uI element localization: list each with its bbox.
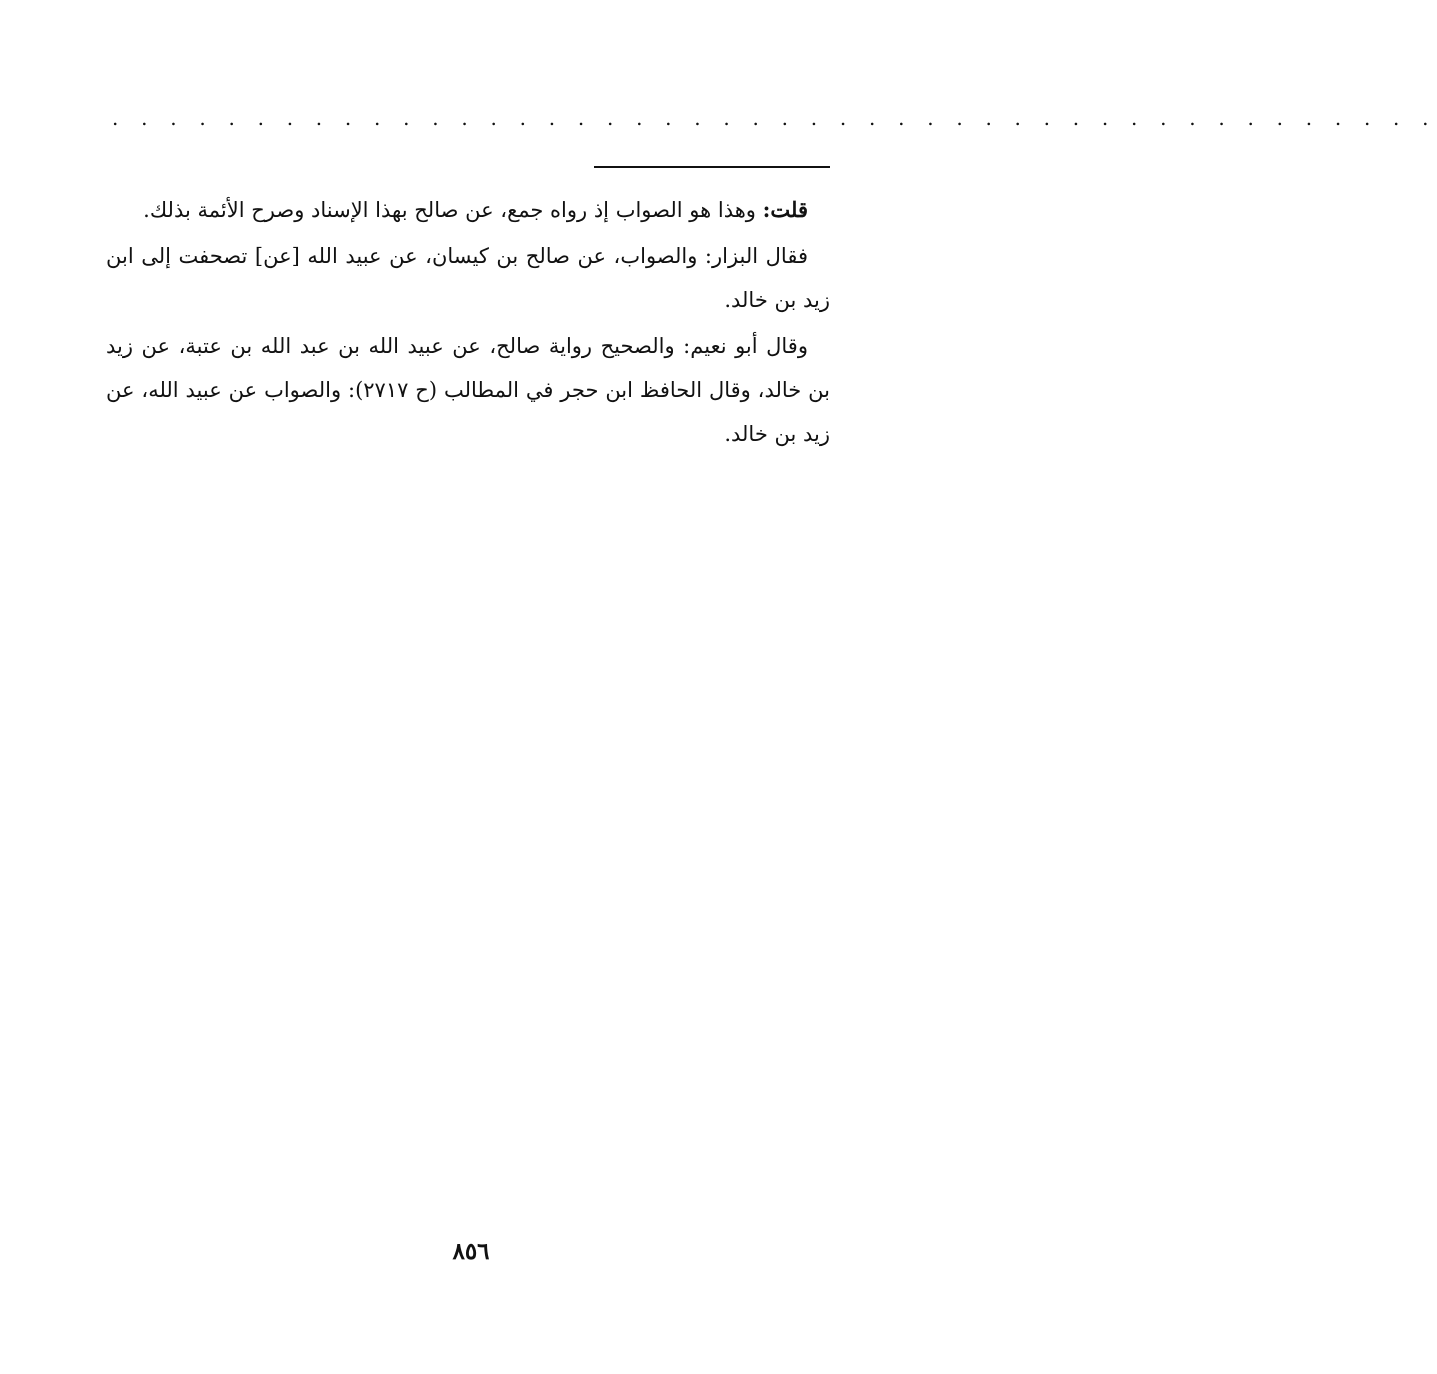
footnote-paragraph-3 [106,324,830,456]
footnote-text-1: وهذا هو الصواب إذ رواه جمع، عن صالح بهذا الإسناد وصرح الأئمة بذلك. [143,198,756,222]
footnote-rule [594,166,830,168]
page-number: ٨٥٦ [452,1238,490,1265]
footnote-text-2: فقال البزار: والصواب، عن صالح بن كيسان، عن عبيد الله [عن] تصحفت إلى ابن زيد بن خالد. [106,244,830,312]
footnote-block [106,188,830,456]
footnote-lead-label: قلت: [762,197,808,222]
separator-dots: . . . . . . . . . . . . . . . . . . . . . . . . . . . . . . . . . . . . . . . . . . . . . . [112,106,1437,130]
footnote-paragraph-2 [106,234,830,322]
footnote-paragraph-1 [106,188,830,232]
footnote-text-3: وقال أبو نعيم: والصحيح رواية صالح، عن عبيد الله بن عبد الله بن عتبة، عن زيد بن خالد، وقال الحافظ ابن حجر في المطالب (ح ٢٧١٧): والصواب عن عبيد الله، عن زيد بن خالد. [106,334,830,446]
